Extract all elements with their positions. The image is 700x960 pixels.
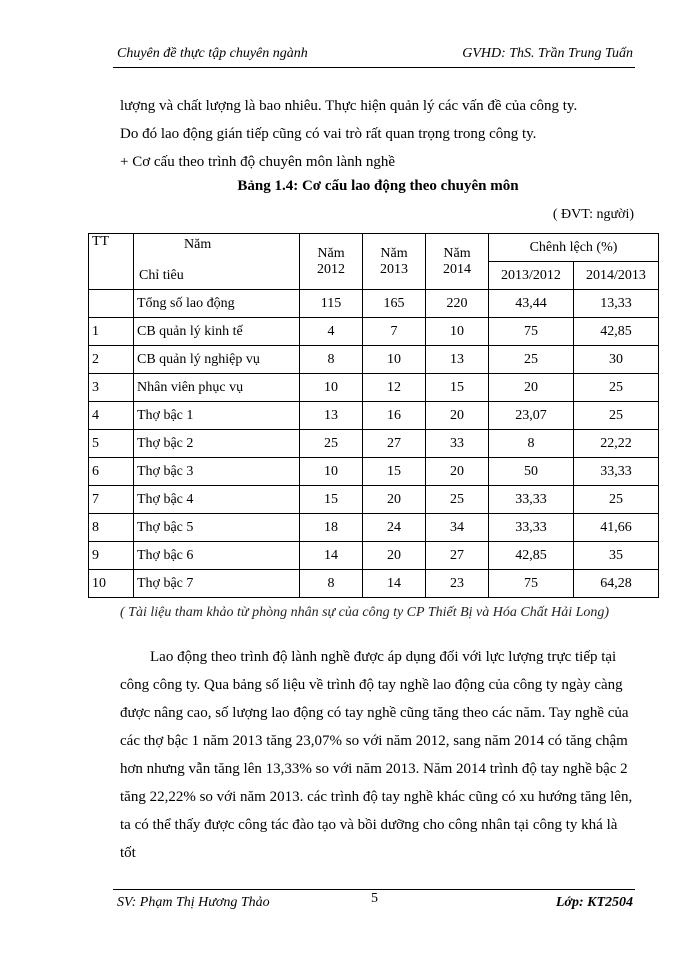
cell-2013: 14 — [363, 570, 426, 598]
labor-structure-table — [88, 233, 659, 598]
header-difference: Chênh lệch (%) — [489, 234, 659, 262]
cell-tt: 3 — [89, 374, 134, 402]
cell-2014: 20 — [426, 458, 489, 486]
cell-diff-2013-2012: 25 — [489, 346, 574, 374]
cell-indicator: Thợ bậc 4 — [134, 486, 300, 514]
header-year-2014: Năm 2014 — [426, 234, 489, 290]
intro-paragraph — [120, 92, 636, 176]
intro-line-2: Do đó lao động gián tiếp cũng có vai trò rất quan trọng trong công ty. — [120, 126, 537, 142]
header-diff-2013-2012: 2013/2012 — [489, 262, 574, 290]
page-footer — [113, 893, 637, 915]
cell-2012: 25 — [300, 430, 363, 458]
cell-diff-2014-2013: 33,33 — [574, 458, 659, 486]
cell-diff-2014-2013: 25 — [574, 374, 659, 402]
cell-diff-2013-2012: 23,07 — [489, 402, 574, 430]
cell-2012: 8 — [300, 346, 363, 374]
cell-diff-2013-2012: 33,33 — [489, 514, 574, 542]
intro-line-1: lượng và chất lượng là bao nhiêu. Thực hiện quản lý các vấn đề của công ty. — [120, 98, 578, 114]
footer-student: SV: Phạm Thị Hương Thảo — [117, 895, 270, 910]
header-diff-2014-2013: 2014/2013 — [574, 262, 659, 290]
cell-diff-2013-2012: 43,44 — [489, 290, 574, 318]
cell-2013: 27 — [363, 430, 426, 458]
cell-diff-2014-2013: 30 — [574, 346, 659, 374]
table-body — [89, 290, 659, 598]
cell-2014: 15 — [426, 374, 489, 402]
cell-tt: 6 — [89, 458, 134, 486]
cell-2012: 13 — [300, 402, 363, 430]
table-row — [89, 430, 659, 458]
analysis-paragraph — [120, 643, 636, 867]
table-row — [89, 290, 659, 318]
table-row — [89, 458, 659, 486]
cell-tt: 8 — [89, 514, 134, 542]
cell-tt: 4 — [89, 402, 134, 430]
cell-diff-2014-2013: 22,22 — [574, 430, 659, 458]
header-year-2013: Năm 2013 — [363, 234, 426, 290]
header-chi-tieu: Chỉ tiêu — [139, 268, 184, 283]
cell-2012: 10 — [300, 374, 363, 402]
intro-line-3: + Cơ cấu theo trình độ chuyên môn lành nghề — [120, 154, 396, 170]
table-caption: Bảng 1.4: Cơ cấu lao động theo chuyên môn — [237, 178, 519, 194]
cell-2013: 24 — [363, 514, 426, 542]
cell-diff-2014-2013: 42,85 — [574, 318, 659, 346]
cell-2012: 18 — [300, 514, 363, 542]
table-header-row — [89, 234, 659, 262]
header-year-2012: Năm 2012 — [300, 234, 363, 290]
header-divider — [113, 67, 635, 68]
cell-indicator: CB quản lý nghiệp vụ — [134, 346, 300, 374]
header-tt: TT — [89, 234, 134, 290]
cell-2012: 14 — [300, 542, 363, 570]
cell-2014: 34 — [426, 514, 489, 542]
cell-indicator: Thợ bậc 2 — [134, 430, 300, 458]
cell-2013: 20 — [363, 542, 426, 570]
cell-2012: 4 — [300, 318, 363, 346]
table-row — [89, 542, 659, 570]
cell-tt: 2 — [89, 346, 134, 374]
cell-diff-2014-2013: 25 — [574, 486, 659, 514]
cell-2014: 27 — [426, 542, 489, 570]
cell-diff-2013-2012: 8 — [489, 430, 574, 458]
cell-diff-2013-2012: 75 — [489, 570, 574, 598]
cell-2014: 20 — [426, 402, 489, 430]
cell-2014: 13 — [426, 346, 489, 374]
cell-2012: 15 — [300, 486, 363, 514]
table-source-note: ( Tài liệu tham khảo từ phòng nhân sự của công ty CP Thiết Bị và Hóa Chất Hải Long) — [120, 605, 610, 620]
cell-diff-2013-2012: 20 — [489, 374, 574, 402]
cell-tt: 10 — [89, 570, 134, 598]
cell-2012: 8 — [300, 570, 363, 598]
cell-2014: 220 — [426, 290, 489, 318]
table-unit: ( ĐVT: người) — [552, 207, 634, 222]
cell-2013: 165 — [363, 290, 426, 318]
cell-tt — [89, 290, 134, 318]
table-row — [89, 486, 659, 514]
cell-2014: 33 — [426, 430, 489, 458]
cell-diff-2013-2012: 42,85 — [489, 542, 574, 570]
cell-2012: 115 — [300, 290, 363, 318]
cell-2013: 7 — [363, 318, 426, 346]
cell-indicator: Tổng số lao động — [134, 290, 300, 318]
page-number: 5 — [371, 891, 378, 906]
cell-2013: 10 — [363, 346, 426, 374]
cell-2014: 10 — [426, 318, 489, 346]
cell-diff-2014-2013: 64,28 — [574, 570, 659, 598]
header-supervisor: GVHD: ThS. Trần Trung Tuấn — [462, 46, 633, 61]
cell-indicator: Thợ bậc 6 — [134, 542, 300, 570]
header-year-indicator — [134, 234, 300, 290]
cell-2014: 25 — [426, 486, 489, 514]
footer-divider — [113, 889, 635, 890]
cell-2014: 23 — [426, 570, 489, 598]
cell-tt: 5 — [89, 430, 134, 458]
analysis-text: Lao động theo trình độ lành nghề được áp dụng đối với lực lượng trực tiếp tại công công ty. Qua bảng số liệu về trình độ tay nghề lao động của công ty ngày càng được nâng cao, số lượng lao động có tay nghề cũng tăng theo các năm. Tay nghề của các thợ bậc 1 năm 2013 tăng 23,07% so với năm 2012, sang năm 2014 có tăng chậm hơn nhưng vẫn tăng lên 13,33% so với năm 2013. Năm 2014 trình độ tay nghề bậc 2 tăng 22,22% so với năm 2013. các trình độ tay nghề khác cũng có xu hướng tăng lên, ta có thể thấy được công tác đào tạo và bồi dưỡng cho công nhân tại công ty khá là tốt — [120, 649, 633, 861]
header-topic: Chuyên đề thực tập chuyên ngành — [117, 46, 308, 61]
cell-indicator: Thợ bậc 3 — [134, 458, 300, 486]
cell-indicator: Thợ bậc 1 — [134, 402, 300, 430]
cell-2013: 16 — [363, 402, 426, 430]
table-row — [89, 570, 659, 598]
cell-diff-2014-2013: 25 — [574, 402, 659, 430]
cell-diff-2014-2013: 35 — [574, 542, 659, 570]
cell-diff-2014-2013: 13,33 — [574, 290, 659, 318]
page-header — [113, 44, 637, 66]
cell-2013: 20 — [363, 486, 426, 514]
cell-diff-2013-2012: 33,33 — [489, 486, 574, 514]
cell-2013: 12 — [363, 374, 426, 402]
table-row — [89, 318, 659, 346]
cell-diff-2014-2013: 41,66 — [574, 514, 659, 542]
table-row — [89, 402, 659, 430]
cell-indicator: CB quản lý kinh tế — [134, 318, 300, 346]
header-nam: Năm — [184, 237, 212, 252]
cell-tt: 7 — [89, 486, 134, 514]
cell-tt: 9 — [89, 542, 134, 570]
cell-diff-2013-2012: 50 — [489, 458, 574, 486]
cell-indicator: Nhân viên phục vụ — [134, 374, 300, 402]
cell-2012: 10 — [300, 458, 363, 486]
footer-class: Lớp: KT2504 — [555, 895, 633, 910]
cell-tt: 1 — [89, 318, 134, 346]
cell-indicator: Thợ bậc 7 — [134, 570, 300, 598]
table-row — [89, 374, 659, 402]
cell-indicator: Thợ bậc 5 — [134, 514, 300, 542]
cell-2013: 15 — [363, 458, 426, 486]
table-row — [89, 346, 659, 374]
table-row — [89, 514, 659, 542]
cell-diff-2013-2012: 75 — [489, 318, 574, 346]
